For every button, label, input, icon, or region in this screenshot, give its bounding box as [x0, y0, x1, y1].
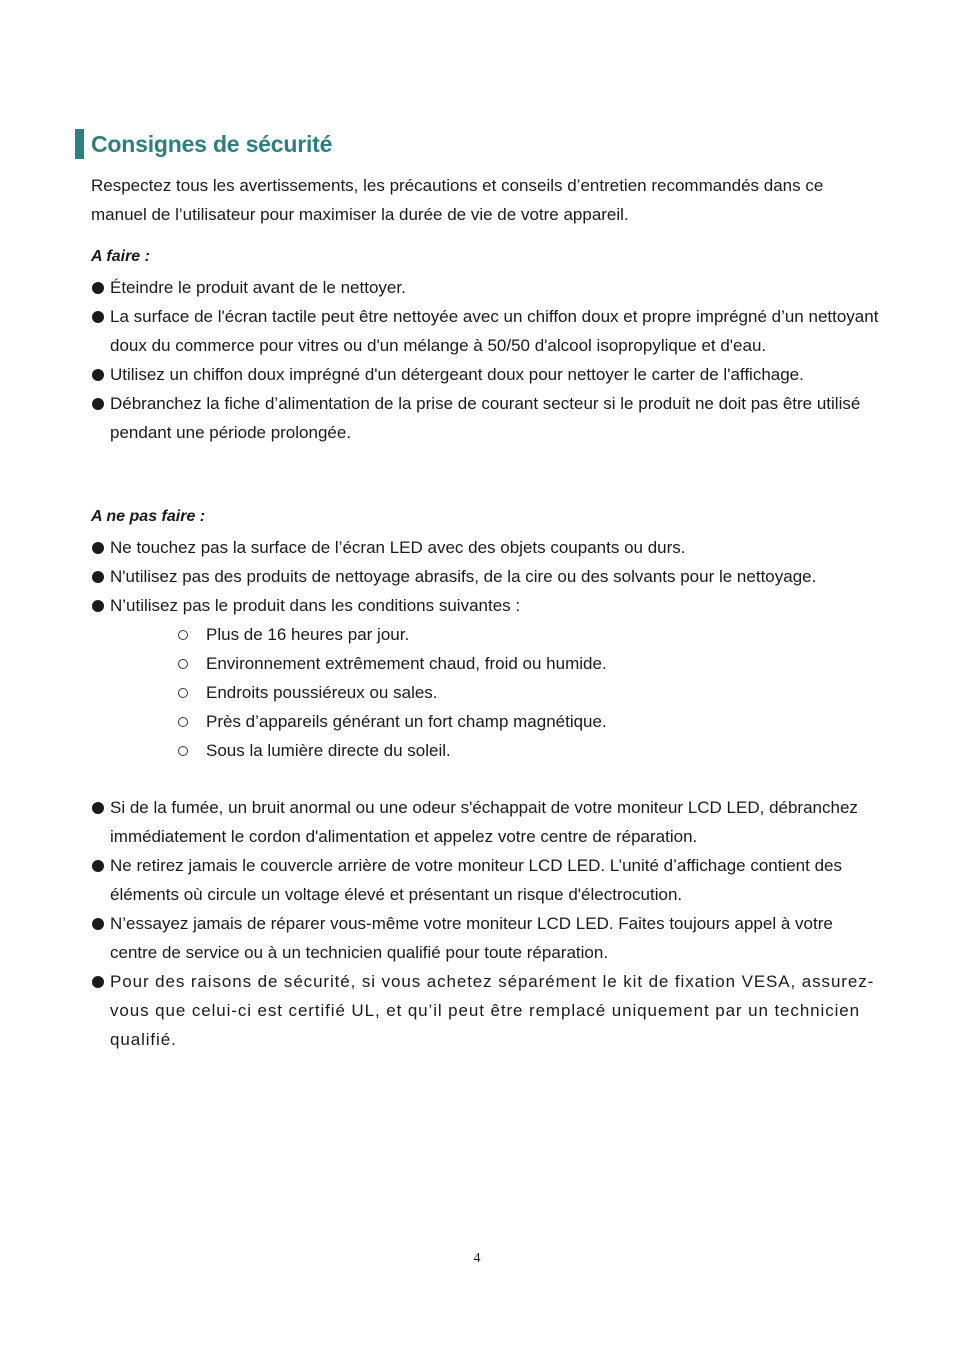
- circle-bullet-icon: [178, 746, 188, 756]
- bullet-icon: [92, 282, 104, 294]
- bullet-icon: [92, 311, 104, 323]
- bullet-icon: [92, 918, 104, 930]
- condition-item: Plus de 16 heures par jour.: [178, 620, 607, 649]
- intro-paragraph: Respectez tous les avertissements, les précautions et conseils d’entretien recommandés dans ce manuel de l’utilisateur pour maximiser la durée de vie de votre appareil.: [91, 176, 824, 224]
- additional-warnings-list: [91, 793, 881, 1054]
- list-item: N’essayez jamais de réparer vous-même votre moniteur LCD LED. Faites toujours appel à votre centre de service ou à un technicien qualifié pour toute réparation.: [91, 909, 881, 967]
- conditions-list: [178, 620, 607, 765]
- list-item: Éteindre le produit avant de le nettoyer.: [91, 273, 881, 302]
- bullet-icon: [92, 571, 104, 583]
- list-item: Débranchez la fiche d’alimentation de la prise de courant secteur si le produit ne doit pas être utilisé pendant une période prolongée.: [91, 389, 881, 447]
- bullet-icon: [92, 802, 104, 814]
- list-item: Utilisez un chiffon doux imprégné d'un détergeant doux pour nettoyer le carter de l'affichage.: [91, 360, 881, 389]
- circle-bullet-icon: [178, 688, 188, 698]
- bullet-icon: [92, 976, 104, 988]
- list-item: Ne touchez pas la surface de l’écran LED avec des objets coupants ou durs.: [91, 533, 881, 562]
- title-accent-bar: [75, 129, 84, 159]
- do-list: [91, 273, 881, 447]
- condition-item: Sous la lumière directe du soleil.: [178, 736, 607, 765]
- list-item: Si de la fumée, un bruit anormal ou une odeur s'échappait de votre moniteur LCD LED, débranchez immédiatement le cordon d'alimentation et appelez votre centre de réparation.: [91, 793, 881, 851]
- page-number: 4: [473, 1251, 481, 1266]
- dont-list: [91, 533, 881, 620]
- list-item: Pour des raisons de sécurité, si vous achetez séparément le kit de fixation VESA, assurez-vous que celui-ci est certifié UL, et qu’il peut être remplacé uniquement par un technicien qualifié.: [91, 967, 881, 1054]
- do-heading: A faire :: [91, 248, 150, 265]
- condition-item: Endroits poussiéreux ou sales.: [178, 678, 607, 707]
- dont-heading: A ne pas faire :: [91, 508, 206, 525]
- list-item: N'utilisez pas des produits de nettoyage abrasifs, de la cire ou des solvants pour le nettoyage.: [91, 562, 881, 591]
- list-item: Ne retirez jamais le couvercle arrière de votre moniteur LCD LED. L’unité d’affichage contient des éléments où circule un voltage élevé et présentant un risque d'électrocution.: [91, 851, 881, 909]
- circle-bullet-icon: [178, 659, 188, 669]
- bullet-icon: [92, 860, 104, 872]
- bullet-icon: [92, 369, 104, 381]
- list-item: N’utilisez pas le produit dans les conditions suivantes :: [91, 591, 881, 620]
- bullet-icon: [92, 542, 104, 554]
- list-item: La surface de l'écran tactile peut être nettoyée avec un chiffon doux et propre imprégné d’un nettoyant doux du commerce pour vitres ou d'un mélange à 50/50 d'alcool isopropylique et d'eau.: [91, 302, 881, 360]
- circle-bullet-icon: [178, 717, 188, 727]
- bullet-icon: [92, 398, 104, 410]
- condition-item: Près d’appareils générant un fort champ magnétique.: [178, 707, 607, 736]
- section-title-block: [75, 128, 332, 160]
- circle-bullet-icon: [178, 630, 188, 640]
- condition-item: Environnement extrêmement chaud, froid ou humide.: [178, 649, 607, 678]
- bullet-icon: [92, 600, 104, 612]
- page-title: Consignes de sécurité: [91, 130, 333, 157]
